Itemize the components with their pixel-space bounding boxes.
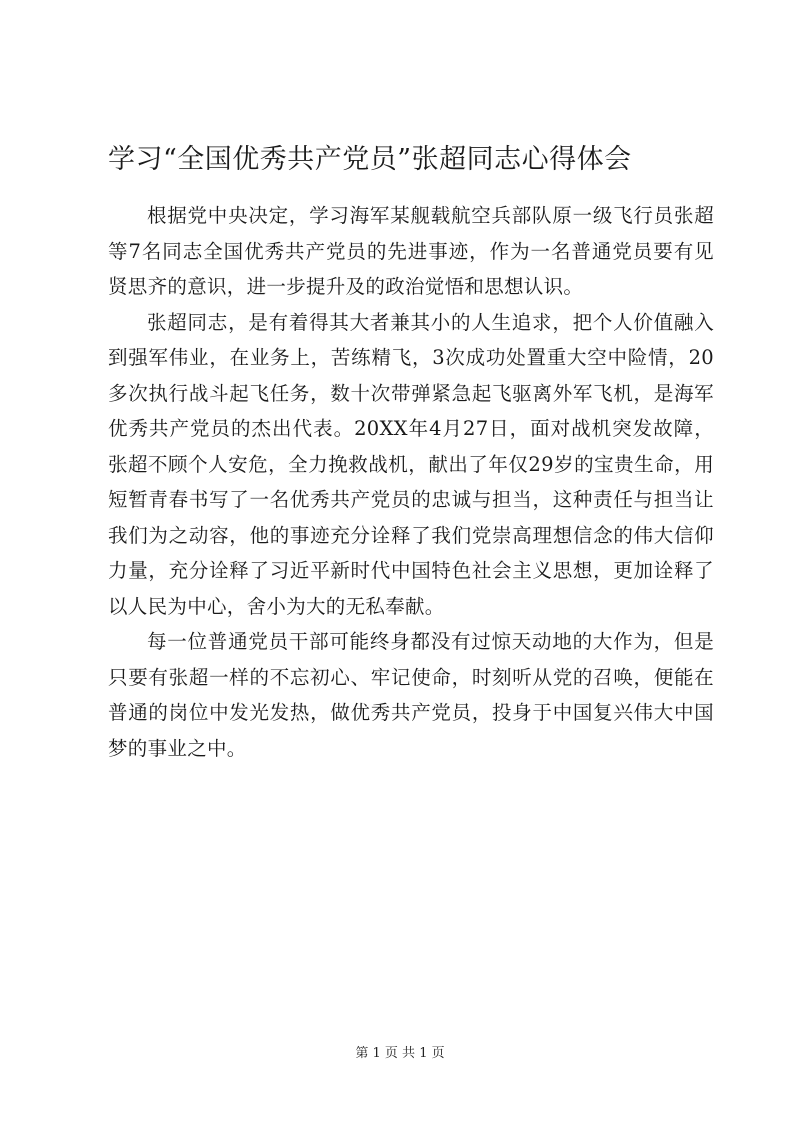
paragraph-2: 张超同志，是有着得其大者兼其小的人生追求，把个人价值融入到强军伟业，在业务上，苦练精飞，3次成功处置重大空中险情，20多次执行战斗起飞任务，数十次带弹紧急起飞驱离外军飞机，是海军优秀共产党员的杰出代表。20XX年4月27日，面对战机突发故障，张超不顾个人安危，全力挽救战机，献出了年仅29岁的宝贵生命，用短暂青春书写了一名优秀共产党员的忠诚与担当，这种责任与担当让我们为之动容，他的事迹充分诠释了我们党崇高理想信念的伟大信仰力量，充分诠释了习近平新时代中国特色社会主义思想，更加诠释了以人民为中心，舍小为大的无私奉献。 <box>108 310 714 618</box>
paragraph-1: 根据党中央决定，学习海军某舰载航空兵部队原一级飞行员张超等7名同志全国优秀共产党员的先进事迹，作为一名普通党员要有见贤思齐的意识，进一步提升及的政治觉悟和思想认识。 <box>108 204 714 298</box>
document-body <box>108 198 714 766</box>
document-title: 学习“全国优秀共产党员”张超同志心得体会 <box>108 144 632 175</box>
page-footer: 第 1 页 共 1 页 <box>355 1046 445 1061</box>
paragraph-3: 每一位普通党员干部可能终身都没有过惊天动地的大作为，但是只要有张超一样的不忘初心、牢记使命，时刻听从党的召唤，便能在普通的岗位中发光发热，做优秀共产党员，投身于中国复兴伟大中国梦的事业之中。 <box>108 630 714 760</box>
